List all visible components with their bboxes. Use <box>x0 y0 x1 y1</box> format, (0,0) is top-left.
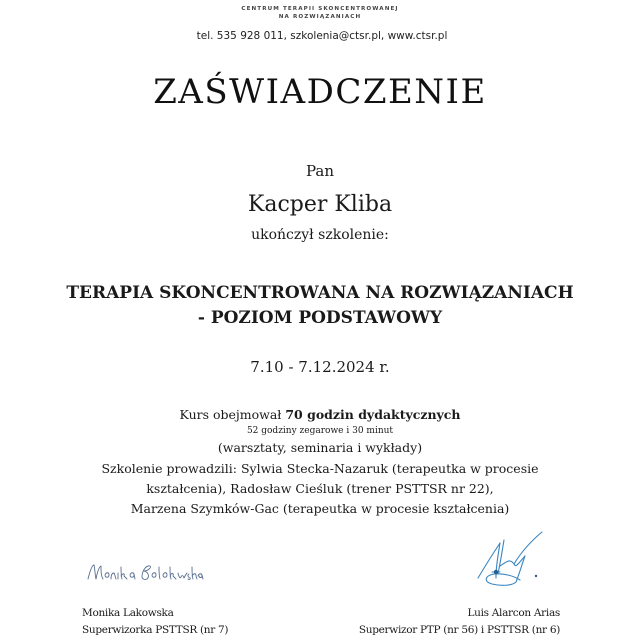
hours-bold: 70 godzin dydaktycznych <box>285 407 461 422</box>
signatory-right <box>359 605 560 639</box>
organization-name-line2: NA ROZWIĄZANIACH <box>278 14 362 20</box>
certificate-title: ZAŚWIADCZENIE <box>153 72 487 112</box>
signatory-right-name: Luis Alarcon Arias <box>467 607 560 619</box>
completed-text: ukończył szkolenie: <box>251 227 389 243</box>
signatory-right-role: Superwizor PTP (nr 56) i PSTTSR (nr 6) <box>358 624 560 636</box>
organization-name-line1: CENTRUM TERAPII SKONCENTROWANEJ <box>241 6 399 12</box>
trainers-line3: Marzena Szymków-Gac (terapeutka w procesie kształcenia) <box>130 501 510 516</box>
course-formats: (warsztaty, seminaria i wykłady) <box>217 440 423 455</box>
hours-prefix: Kurs obejmował <box>179 407 286 422</box>
recipient-name: Kacper Kliba <box>247 192 393 217</box>
contact-info: tel. 535 928 011, szkolenia@ctsr.pl, www.ctsr.pl <box>196 30 448 42</box>
signature-right-image <box>470 528 560 593</box>
course-title-line2: - POZIOM PODSTAWOWY <box>197 308 443 328</box>
trainers-line1: Szkolenie prowadzili: Sylwia Stecka-Nazaruk (terapeutka w procesie <box>101 461 539 476</box>
course-title-line1: TERAPIA SKONCENTROWANA NA ROZWIĄZANIACH <box>66 283 574 303</box>
trainers-line2: kształcenia), Radosław Cieśluk (trener PSTTSR nr 22), <box>146 481 494 496</box>
signatory-left-role: Superwizorka PSTTSR (nr 7) <box>82 624 229 636</box>
course-dates: 7.10 - 7.12.2024 r. <box>250 358 390 376</box>
course-hours <box>0 407 640 422</box>
clock-hours: 52 godziny zegarowe i 30 minut <box>246 426 394 436</box>
signatory-left <box>82 605 228 639</box>
signatory-left-name: Monika Lakowska <box>82 607 174 619</box>
salutation: Pan <box>305 162 335 180</box>
signature-left-image <box>84 557 204 587</box>
